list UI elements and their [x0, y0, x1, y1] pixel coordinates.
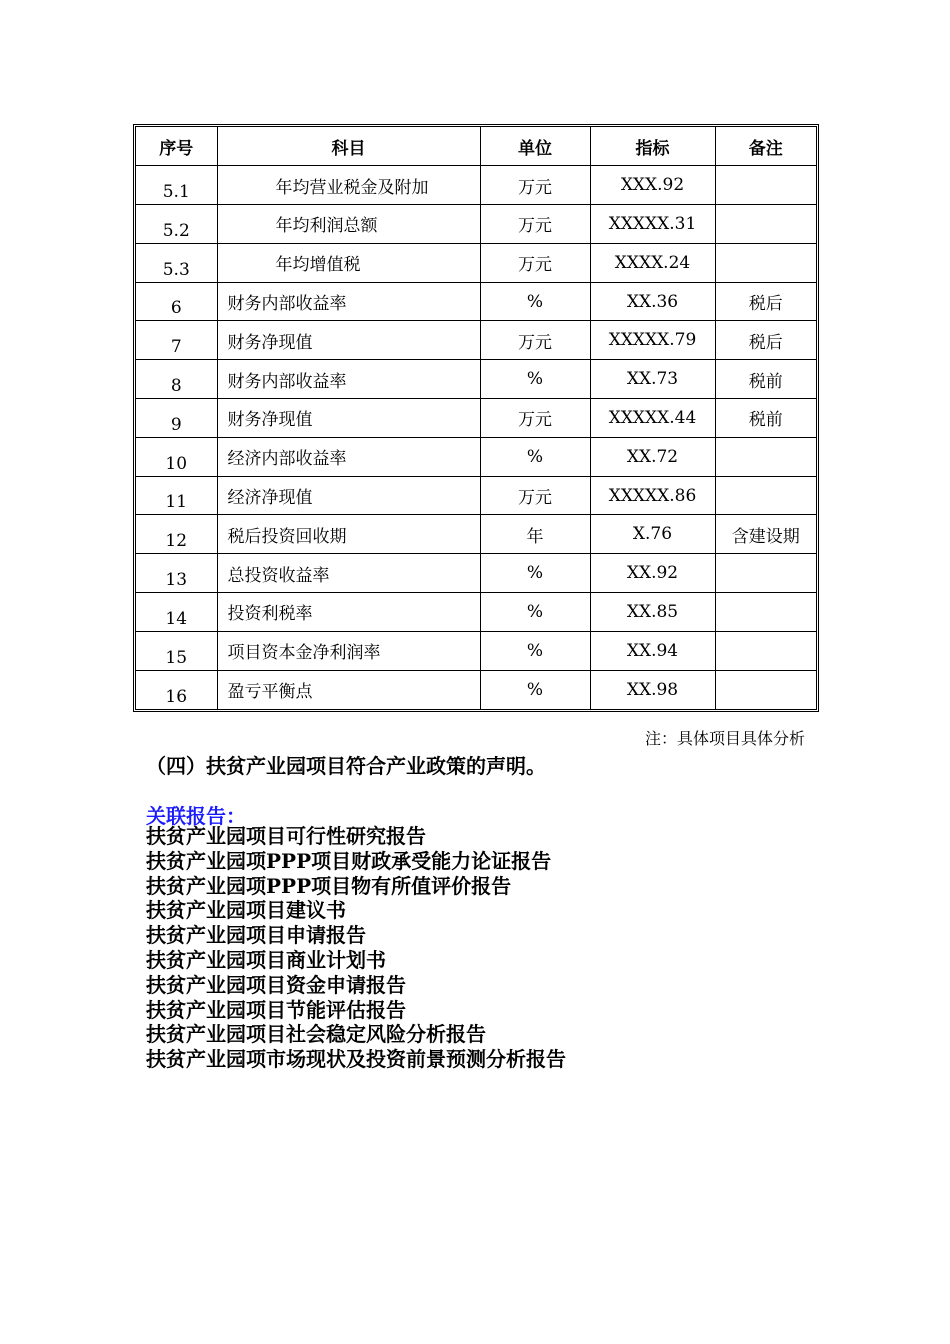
row-subject: 财务净现值 [217, 321, 480, 360]
table-row [136, 205, 816, 244]
header-unit: 单位 [480, 127, 590, 166]
row-note [715, 593, 816, 632]
related-reports-title: 关联报告： [146, 804, 246, 828]
row-subject: 盈亏平衡点 [217, 670, 480, 709]
row-note: 含建设期 [715, 515, 816, 554]
table-row [136, 166, 816, 205]
row-value: X.76 [590, 515, 715, 554]
row-seq: 9 [136, 399, 217, 438]
row-subject: 财务净现值 [217, 399, 480, 438]
table-header-row [136, 127, 816, 166]
row-value: XX.73 [590, 360, 715, 399]
table-row [136, 593, 816, 632]
row-seq: 14 [136, 593, 217, 632]
related-report-link[interactable]: 扶贫产业园项目可行性研究报告 [146, 824, 426, 848]
row-unit: % [480, 670, 590, 709]
row-unit: % [480, 437, 590, 476]
row-note [715, 670, 816, 709]
row-unit: % [480, 282, 590, 321]
table-row [136, 476, 816, 515]
table-row [136, 515, 816, 554]
row-note: 税前 [715, 399, 816, 438]
row-value: XX.72 [590, 437, 715, 476]
table-row [136, 360, 816, 399]
row-subject: 年均增值税 [217, 243, 480, 282]
indicator-table [136, 127, 816, 709]
table-row [136, 399, 816, 438]
row-seq: 5.3 [136, 243, 217, 282]
row-unit: 万元 [480, 205, 590, 244]
row-value: XX.36 [590, 282, 715, 321]
related-report-link[interactable]: 扶贫产业园项目建议书 [146, 898, 346, 923]
table-row [136, 437, 816, 476]
related-report-link[interactable]: 扶贫产业园项PPP项目财政承受能力论证报告 [146, 848, 552, 873]
row-value: XX.85 [590, 593, 715, 632]
row-note: 税前 [715, 360, 816, 399]
row-unit: 万元 [480, 321, 590, 360]
table-row [136, 243, 816, 282]
row-value: XXXXX.86 [590, 476, 715, 515]
table-row [136, 631, 816, 670]
row-unit: 万元 [480, 399, 590, 438]
header-seq: 序号 [136, 127, 217, 166]
row-subject: 税后投资回收期 [217, 515, 480, 554]
row-seq: 16 [136, 670, 217, 709]
related-report-link[interactable]: 扶贫产业园项目商业计划书 [146, 947, 386, 972]
row-note [715, 554, 816, 593]
row-unit: % [480, 360, 590, 399]
row-subject: 年均利润总额 [217, 205, 480, 244]
row-seq: 8 [136, 360, 217, 399]
row-note [715, 205, 816, 244]
header-note: 备注 [715, 127, 816, 166]
row-subject: 年均营业税金及附加 [217, 166, 480, 205]
row-seq: 10 [136, 437, 217, 476]
related-report-link[interactable]: 扶贫产业园项目节能评估报告 [146, 997, 406, 1022]
row-unit: 万元 [480, 476, 590, 515]
row-unit: % [480, 631, 590, 670]
row-subject: 总投资收益率 [217, 554, 480, 593]
table-row [136, 282, 816, 321]
row-value: XX.94 [590, 631, 715, 670]
row-note [715, 166, 816, 205]
row-value: XXX.92 [590, 166, 715, 205]
row-seq: 5.1 [136, 166, 217, 205]
related-report-link[interactable]: 扶贫产业园项PPP项目物有所值评价报告 [146, 873, 512, 898]
row-value: XX.98 [590, 670, 715, 709]
related-reports-list [146, 824, 566, 1072]
row-note: 税后 [715, 282, 816, 321]
table-row [136, 554, 816, 593]
section-heading: （四）扶贫产业园项目符合产业政策的声明。 [146, 754, 546, 778]
row-seq: 6 [136, 282, 217, 321]
related-report-link[interactable]: 扶贫产业园项目申请报告 [146, 923, 366, 948]
row-unit: % [480, 554, 590, 593]
table-row [136, 321, 816, 360]
row-value: XXXXX.79 [590, 321, 715, 360]
row-subject: 投资利税率 [217, 593, 480, 632]
row-note [715, 631, 816, 670]
row-seq: 15 [136, 631, 217, 670]
row-unit: 万元 [480, 166, 590, 205]
row-seq: 13 [136, 554, 217, 593]
row-value: XXXXX.31 [590, 205, 715, 244]
row-note [715, 437, 816, 476]
row-seq: 11 [136, 476, 217, 515]
row-note: 税后 [715, 321, 816, 360]
row-value: XXXXX.44 [590, 399, 715, 438]
row-value: XXXX.24 [590, 243, 715, 282]
related-report-link[interactable]: 扶贫产业园项目社会稳定风险分析报告 [146, 1022, 486, 1047]
row-subject: 项目资本金净利润率 [217, 631, 480, 670]
row-note [715, 476, 816, 515]
indicator-table-frame [133, 124, 819, 712]
related-report-link[interactable]: 扶贫产业园项目资金申请报告 [146, 972, 406, 997]
related-report-link[interactable]: 扶贫产业园项市场现状及投资前景预测分析报告 [146, 1047, 566, 1072]
row-value: XX.92 [590, 554, 715, 593]
header-subject: 科目 [217, 127, 480, 166]
row-subject: 财务内部收益率 [217, 282, 480, 321]
table-footnote: 注：具体项目具体分析 [644, 729, 805, 748]
row-unit: % [480, 593, 590, 632]
row-seq: 5.2 [136, 205, 217, 244]
row-subject: 经济净现值 [217, 476, 480, 515]
row-unit: 万元 [480, 243, 590, 282]
row-subject: 财务内部收益率 [217, 360, 480, 399]
row-seq: 12 [136, 515, 217, 554]
row-subject: 经济内部收益率 [217, 437, 480, 476]
row-unit: 年 [480, 515, 590, 554]
table-row [136, 670, 816, 709]
row-seq: 7 [136, 321, 217, 360]
row-note [715, 243, 816, 282]
header-value: 指标 [590, 127, 715, 166]
